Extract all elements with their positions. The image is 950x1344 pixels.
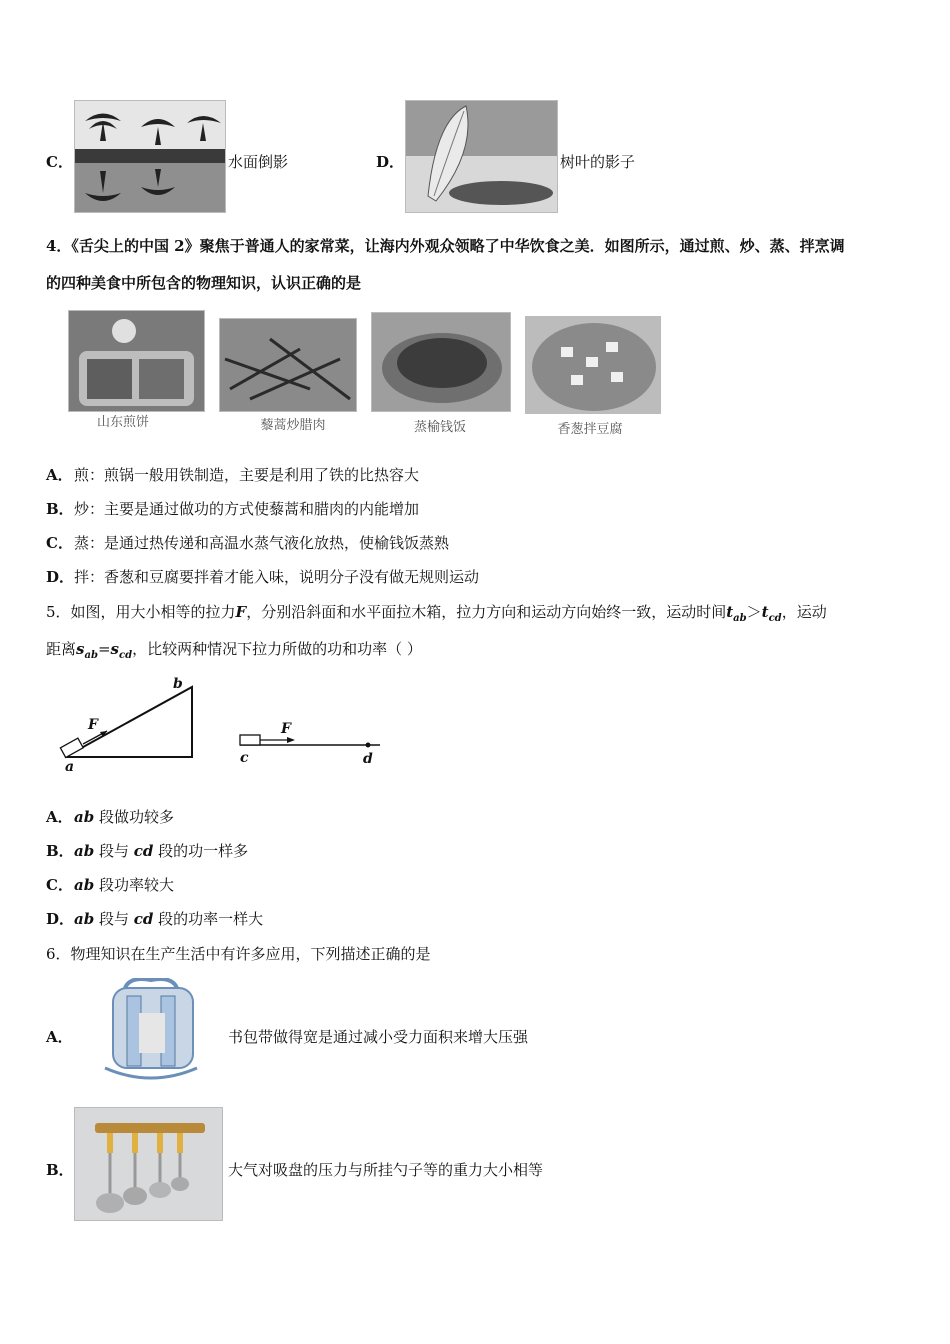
horizontal-label-f: F xyxy=(281,721,291,737)
q5-stem-line2-b: ，比较两种情况下拉力所做的功和功率（ ） xyxy=(132,640,422,658)
food-image-stir-fry xyxy=(219,318,357,412)
q5-option-c-text xyxy=(74,875,174,895)
q5-gt: ＞ xyxy=(746,603,762,621)
q5-s-ab-sub: ab xyxy=(84,650,98,661)
q4-stem-line2: 的四种美食中所包含的物理知识，认识正确的是 xyxy=(46,274,362,292)
incline-label-b: b xyxy=(173,676,183,692)
q5-stem-c: ，运动 xyxy=(781,603,827,621)
q5-s-cd-sub: cd xyxy=(118,650,133,661)
q5-t-cd: t xyxy=(761,603,769,621)
q3-option-d-letter: D． xyxy=(376,153,405,171)
q5-stem-line2 xyxy=(46,639,422,666)
food-image-steamed-rice xyxy=(371,312,511,412)
q5-t-cd-sub: cd xyxy=(768,613,782,624)
leaf-shadow-icon xyxy=(405,100,558,213)
q3-option-d-text: 树叶的影子 xyxy=(560,153,636,171)
q4-option-a-letter: A． xyxy=(46,466,73,484)
q5-option-a-part0: ab xyxy=(74,808,95,826)
q6-stem: 6．物理知识在生产生活中有许多应用，下列描述正确的是 xyxy=(46,945,431,963)
q5-stem-b: ，分别沿斜面和水平面拉木箱，拉力方向和运动方向始终一致，运动时间 xyxy=(246,603,727,621)
hanging-ladles-icon xyxy=(74,1107,223,1221)
q4-option-c-letter: C． xyxy=(46,534,73,552)
q5-option-d-letter: D． xyxy=(46,910,75,928)
q5-stem-line1 xyxy=(46,602,827,629)
q4-option-b-text: 炒：主要是通过做功的方式使藜蒿和腊肉的内能增加 xyxy=(74,500,420,518)
food-image-jianbing xyxy=(68,310,205,412)
q6-option-b-text: 大气对吸盘的压力与所挂勺子等的重力大小相等 xyxy=(228,1161,544,1179)
q3-option-c-letter: C． xyxy=(46,153,73,171)
q5-s-ab: s xyxy=(76,640,85,658)
food-image-tofu xyxy=(525,316,661,414)
q5-option-b-part0: ab xyxy=(74,842,95,860)
q5-stem-a: 5．如图，用大小相等的拉力 xyxy=(46,603,236,621)
food-caption-jianbing: 山东煎饼 xyxy=(96,415,149,430)
q3-option-c-text: 水面倒影 xyxy=(228,153,289,171)
q5-option-d-part0: ab xyxy=(74,910,95,928)
q5-option-a-text xyxy=(74,807,174,827)
q5-t-ab: t xyxy=(726,603,734,621)
q5-t-ab-sub: ab xyxy=(733,613,747,624)
q5-option-b-letter: B． xyxy=(46,842,74,860)
food-caption-tofu: 香葱拌豆腐 xyxy=(557,422,623,437)
q4-option-a-text: 煎：煎锅一般用铁制造，主要是利用了铁的比热容大 xyxy=(74,466,420,484)
incline-label-a: a xyxy=(65,759,75,775)
q5-option-c-part1: 段功率较大 xyxy=(94,876,174,894)
q5-option-b-part2: cd xyxy=(133,842,154,860)
q5-option-b-part3: 段的功一样多 xyxy=(153,842,249,860)
q5-option-b-part1: 段与 xyxy=(94,842,134,860)
q4-option-d-text: 拌：香葱和豆腐要拌着才能入味，说明分子没有做无规则运动 xyxy=(74,568,480,586)
palm-tree-reflection-icon xyxy=(74,100,226,213)
q5-option-d-part3: 段的功率一样大 xyxy=(153,910,264,928)
q6-option-b-letter: B． xyxy=(46,1161,74,1179)
q6-option-a-letter: A． xyxy=(46,1028,73,1046)
q5-s-cd: s xyxy=(110,640,119,658)
food-caption-steamed-rice: 蒸榆钱饭 xyxy=(413,420,466,435)
q4-option-b-letter: B． xyxy=(46,500,74,518)
q5-force-symbol: F xyxy=(235,603,247,621)
q4-stem-line1: 4．《舌尖上的中国 2》聚焦于普通人的家常菜，让海内外观众领略了中华饮食之美．如图所示，通过煎、炒、蒸、拌烹调 xyxy=(46,237,845,255)
q4-option-c-text: 蒸：是通过热传递和高温水蒸气液化放热，使榆钱饭蒸熟 xyxy=(74,534,450,552)
q4-option-d-letter: D． xyxy=(46,568,75,586)
backpack-icon xyxy=(95,978,207,1083)
q6-option-a-text: 书包带做得宽是通过减小受力面积来增大压强 xyxy=(228,1028,529,1046)
q5-stem-line2-a: 距离 xyxy=(46,640,77,658)
food-caption-stir-fry: 藜蒿炒腊肉 xyxy=(260,418,326,433)
q5-option-a-part1: 段做功较多 xyxy=(94,808,174,826)
q5-option-d-text xyxy=(74,909,263,929)
q5-option-d-part2: cd xyxy=(133,910,154,928)
incline-label-f: F xyxy=(88,717,98,733)
horizontal-label-c: c xyxy=(240,750,249,766)
q5-option-d-part1: 段与 xyxy=(94,910,134,928)
q5-option-a-letter: A． xyxy=(46,808,73,826)
q5-eq: = xyxy=(97,640,111,658)
q5-option-c-letter: C． xyxy=(46,876,73,894)
horizontal-label-d: d xyxy=(363,751,373,767)
q5-option-b-text xyxy=(74,841,248,861)
q5-option-c-part0: ab xyxy=(74,876,95,894)
